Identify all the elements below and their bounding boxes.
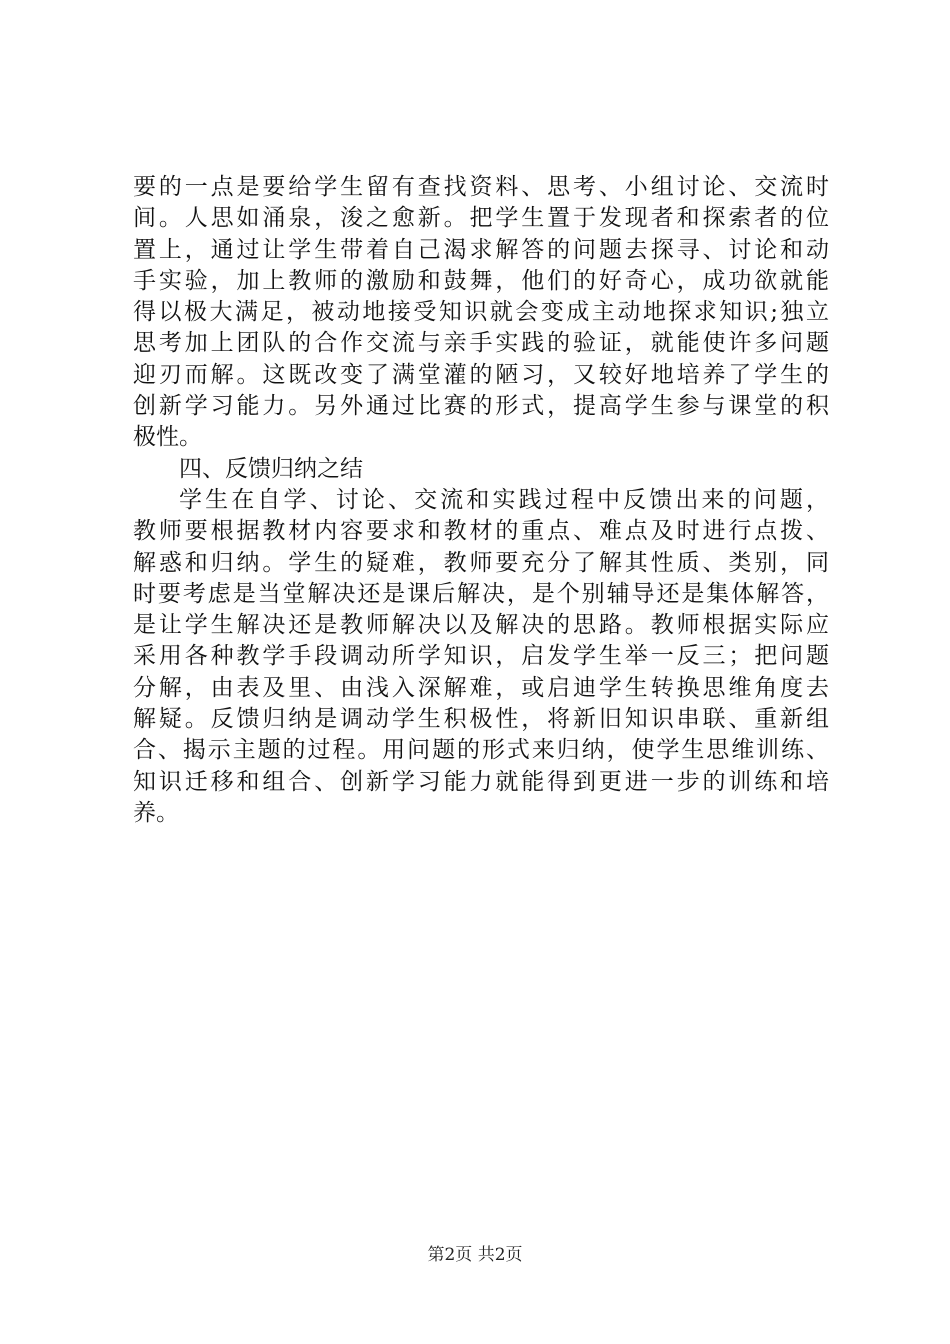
text-line: 教师要根据教材内容要求和教材的重点、难点及时进行点拨、 (133, 518, 829, 545)
section-heading: 四、反馈归纳之结 (179, 455, 363, 482)
text-line: 间。人思如涌泉，浚之愈新。把学生置于发现者和探索者的位 (133, 205, 829, 232)
text-line: 学生在自学、讨论、交流和实践过程中反馈出来的问题， (179, 486, 829, 513)
text-line: 养。 (133, 799, 179, 826)
text-line: 合、揭示主题的过程。用问题的形式来归纳，使学生思维训练、 (133, 737, 829, 764)
text-line: 手实验，加上教师的激励和鼓舞，他们的好奇心，成功欲就能 (133, 267, 829, 294)
text-line: 迎刃而解。这既改变了满堂灌的陋习，又较好地培养了学生的 (133, 361, 829, 388)
text-line: 要的一点是要给学生留有查找资料、思考、小组讨论、交流时 (133, 174, 829, 200)
text-line: 思考加上团队的合作交流与亲手实践的验证，就能使许多问题 (133, 330, 829, 357)
text-line: 解疑。反馈归纳是调动学生积极性，将新旧知识串联、重新组 (133, 706, 829, 733)
text-line: 采用各种教学手段调动所学知识，启发学生举一反三；把问题 (133, 643, 829, 670)
text-line: 知识迁移和组合、创新学习能力就能得到更进一步的训练和培 (133, 768, 829, 795)
text-line: 时要考虑是当堂解决还是课后解决，是个别辅导还是集体解答， (133, 580, 829, 607)
text-line: 得以极大满足，被动地接受知识就会变成主动地探求知识;独立 (133, 299, 829, 326)
page-number-footer: 第2页 共2页 (427, 1245, 523, 1265)
text-line: 极性。 (133, 424, 202, 451)
text-line: 是让学生解决还是教师解决以及解决的思路。教师根据实际应 (133, 612, 829, 639)
text-line: 解惑和归纳。学生的疑难，教师要充分了解其性质、类别，同 (133, 549, 829, 576)
text-line: 置上，通过让学生带着自己渴求解答的问题去探寻、讨论和动 (133, 236, 829, 263)
body-text (133, 172, 829, 829)
text-line: 分解，由表及里、由浅入深解难，或启迪学生转换思维角度去 (133, 674, 829, 701)
text-line: 创新学习能力。另外通过比赛的形式，提高学生参与课堂的积 (133, 393, 829, 420)
